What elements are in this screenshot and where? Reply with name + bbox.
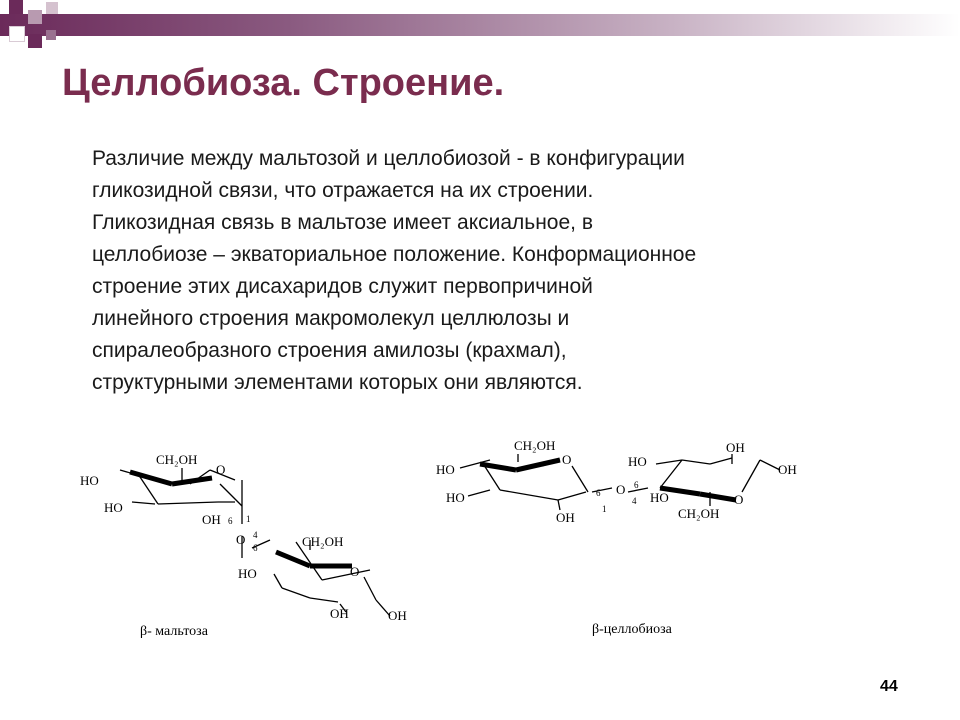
cello-link-locant-4: 4 — [632, 496, 637, 506]
cello-oh-right: OH — [778, 462, 797, 477]
cello-ho-3: HO — [628, 454, 647, 469]
paragraph-line: строение этих дисахаридов служит первопричиной — [92, 275, 593, 298]
paragraph-line: спиралеобразного строения амилозы (крахмал), — [92, 339, 567, 362]
cello-ring-o-1: O — [562, 452, 572, 467]
maltose-ring-o-1: O — [216, 462, 226, 477]
maltose-ho-3: HO — [238, 566, 257, 581]
cello-ho-4: HO — [650, 490, 669, 505]
body-paragraph — [92, 143, 882, 399]
maltose-link-o: O — [236, 532, 246, 547]
cellobiose-caption: β-целлобиоза — [592, 622, 672, 637]
maltose-ch2oh-2: CH₂OH — [302, 534, 344, 549]
paragraph-line: структурными элементами которых они являются. — [92, 371, 583, 394]
top-decor-band — [0, 14, 960, 36]
maltose-locant-6: 6 — [228, 516, 233, 526]
cello-ho-2: HO — [446, 490, 465, 505]
paragraph-line: Гликозидная связь в мальтозе имеет аксиальное, в — [92, 211, 593, 234]
cellobiose-structure — [420, 430, 820, 650]
paragraph-line: линейного строения макромолекул целлюлозы и — [92, 307, 570, 330]
slide-title: Целлобиоза. Строение. — [62, 62, 505, 104]
decor-square — [9, 26, 25, 42]
decor-square — [9, 0, 23, 14]
paragraph-line: целлобиозе – экваториальное положение. Конформационное — [92, 243, 697, 266]
decor-square — [46, 30, 56, 40]
page-number: 44 — [880, 678, 898, 695]
cello-locant-6: 6 — [596, 488, 601, 498]
cello-link-o: O — [616, 482, 626, 497]
maltose-structure — [70, 440, 430, 640]
paragraph-line: гликозидной связи, что отражается на их строении. — [92, 179, 594, 202]
decor-square — [28, 34, 42, 48]
cello-ch2oh-2: CH₂OH — [678, 506, 720, 521]
cello-ho-1: HO — [436, 462, 455, 477]
maltose-ho-1: HO — [80, 473, 99, 488]
maltose-locant-1: 1 — [246, 514, 251, 524]
maltose-ring-o-2: O — [350, 564, 360, 579]
maltose-caption: β- мальтоза — [140, 624, 208, 639]
paragraph-line: Различие между мальтозой и целлобиозой - в конфигурации — [92, 147, 685, 170]
cello-oh-bottom: OH — [556, 510, 575, 525]
cello-ch2oh-1: CH₂OH — [514, 438, 556, 453]
cello-oh-top: OH — [726, 440, 745, 455]
decor-square — [28, 10, 42, 24]
cello-locant-1: 1 — [602, 504, 607, 514]
maltose-oh-right: OH — [388, 608, 407, 623]
cello-link-locant-6: 6 — [634, 480, 639, 490]
decor-square — [46, 2, 58, 14]
maltose-ho-2: HO — [104, 500, 123, 515]
maltose-link-locant-4: 4 — [253, 530, 258, 540]
maltose-oh-axial: OH — [202, 512, 221, 527]
maltose-ch2oh-1: CH₂OH — [156, 452, 198, 467]
maltose-oh-bottom: OH — [330, 606, 349, 621]
maltose-link-locant-6: 6 — [253, 543, 258, 553]
cello-ring-o-2: O — [734, 492, 744, 507]
